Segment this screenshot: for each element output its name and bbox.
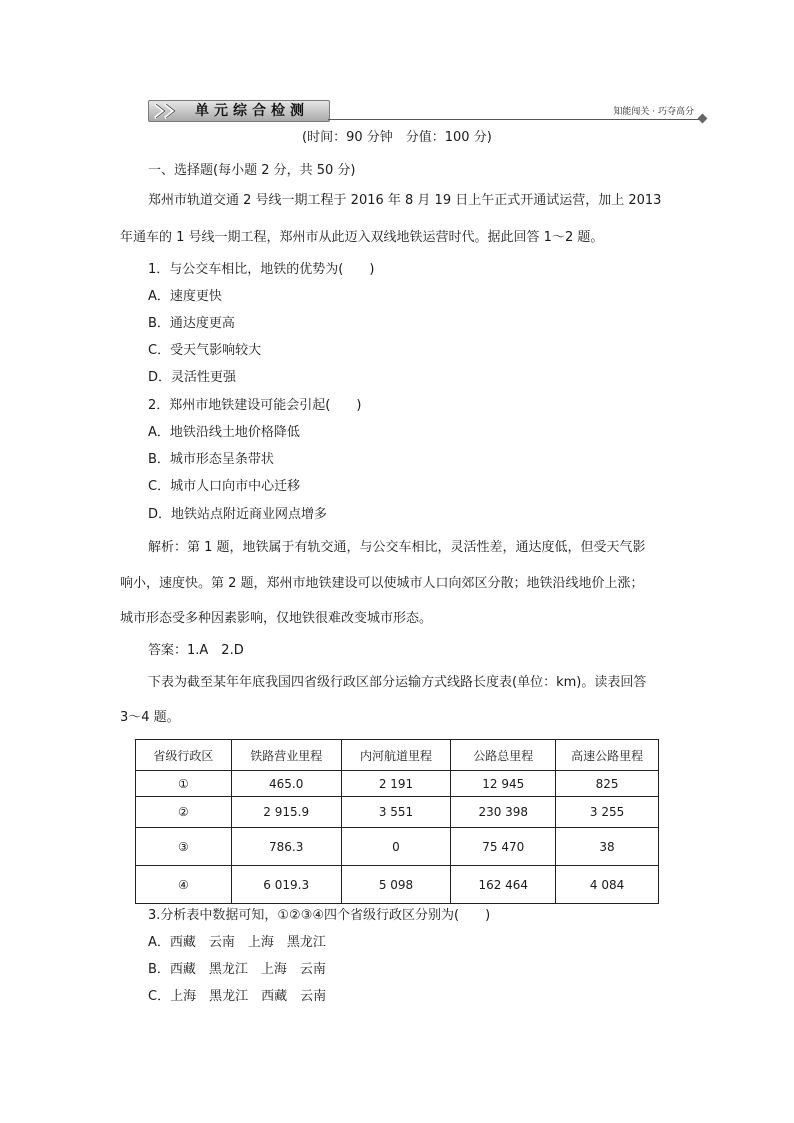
table-row: [136, 771, 659, 797]
intro-line: 3～4 题。: [120, 710, 180, 725]
table-cell: 230 398: [451, 797, 556, 828]
exam-meta: (时间：90 分钟 分值：100 分): [302, 130, 492, 145]
table-row: [136, 797, 659, 828]
section-banner: [148, 100, 330, 122]
table-cell: ④: [136, 866, 232, 904]
question-2-option: B．城市形态呈条带状: [148, 452, 274, 467]
table-cell: ③: [136, 828, 232, 866]
question-1-option: B．通达度更高: [148, 316, 235, 331]
answer-line: 答案：1.A 2.D: [148, 643, 244, 658]
table-cell: 2 915.9: [231, 797, 341, 828]
table-cell: 162 464: [451, 866, 556, 904]
table-cell: 4 084: [556, 866, 659, 904]
question-1-option: D．灵活性更强: [148, 370, 237, 385]
question-2-option: C．城市人口向市中心迁移: [148, 479, 301, 494]
analysis-line: 响小，速度快。第 2 题，郑州市地铁建设可以使城市人口向郊区分散；地铁沿线地价上涨；: [120, 576, 644, 591]
table-header-cell: 内河航道里程: [341, 740, 451, 771]
table-header-cell: 高速公路里程: [556, 740, 659, 771]
table-cell: 3 551: [341, 797, 451, 828]
question-1-stem: 1．与公交车相比，地铁的优势为( ): [148, 262, 375, 277]
question-1-option: A．速度更快: [148, 289, 222, 304]
table-cell: 465.0: [231, 771, 341, 797]
question-3-option: A．西藏 云南 上海 黑龙江: [148, 935, 326, 950]
table-cell: 0: [341, 828, 451, 866]
table-cell: ②: [136, 797, 232, 828]
header-slogan: 知能闯关 · 巧夺高分: [613, 107, 694, 117]
table-cell: 12 945: [451, 771, 556, 797]
table-header-cell: 省级行政区: [136, 740, 232, 771]
table-cell: 75 470: [451, 828, 556, 866]
double-chevron-icon: [151, 102, 191, 120]
table-header-row: [136, 740, 659, 771]
table-row: [136, 866, 659, 904]
header-rule: [328, 119, 700, 120]
section-heading: 一、选择题(每小题 2 分，共 50 分): [148, 163, 356, 178]
question-3-option: C．上海 黑龙江 西藏 云南: [148, 989, 327, 1004]
table-header-cell: 公路总里程: [451, 740, 556, 771]
table-cell: 3 255: [556, 797, 659, 828]
question-1-option: C．受天气影响较大: [148, 343, 262, 358]
table-cell: 5 098: [341, 866, 451, 904]
table-cell: 786.3: [231, 828, 341, 866]
page-header: [148, 100, 708, 122]
intro-line: 年通车的 1 号线一期工程，郑州市从此迈入双线地铁运营时代。据此回答 1～2 题。: [120, 230, 604, 245]
table-cell: ①: [136, 771, 232, 797]
intro-line: 下表为截至某年年底我国四省级行政区部分运输方式线路长度表(单位：km)。读表回答: [148, 675, 647, 690]
table-row: [136, 828, 659, 866]
table-cell: 825: [556, 771, 659, 797]
question-2-option: A．地铁沿线土地价格降低: [148, 425, 300, 440]
transport-table: [135, 739, 659, 904]
table-header-cell: 铁路营业里程: [231, 740, 341, 771]
diamond-icon: [698, 114, 708, 124]
intro-line: 郑州市轨道交通 2 号线一期工程于 2016 年 8 月 19 日上午正式开通试运营，加上 2013: [148, 193, 662, 208]
table-cell: 38: [556, 828, 659, 866]
question-2-option: D．地铁站点附近商业网点增多: [148, 507, 328, 522]
question-2-stem: 2．郑州市地铁建设可能会引起( ): [148, 398, 362, 413]
section-title: 单元综合检测: [195, 103, 309, 119]
question-3-stem: 3.分析表中数据可知，①②③④四个省级行政区分别为( ): [148, 908, 491, 923]
table-cell: 2 191: [341, 771, 451, 797]
analysis-line: 城市形态受多种因素影响，仅地铁很难改变城市形态。: [120, 611, 433, 626]
question-3-option: B．西藏 黑龙江 上海 云南: [148, 962, 326, 977]
analysis-line: 解析：第 1 题，地铁属于有轨交通，与公交车相比，灵活性差，通达度低，但受天气影: [148, 540, 646, 555]
table-cell: 6 019.3: [231, 866, 341, 904]
